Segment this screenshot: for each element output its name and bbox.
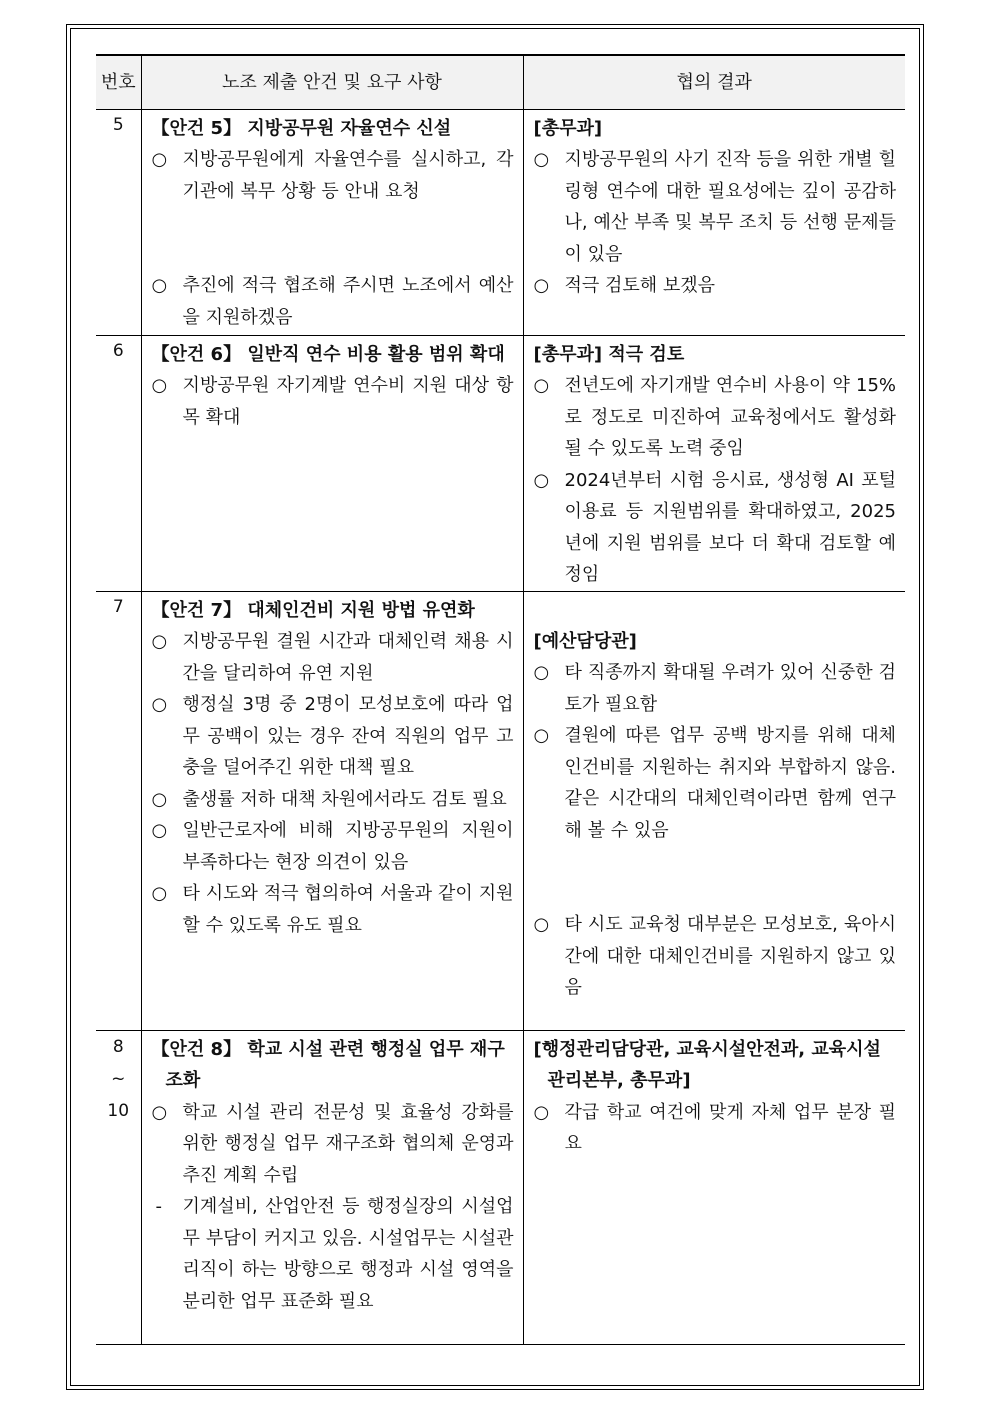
- circle-bullet-icon: ○: [151, 149, 168, 170]
- circle-bullet-icon: ○: [151, 788, 168, 810]
- department-label: [총무과]: [533, 117, 603, 139]
- result-cell: [523, 1030, 905, 1344]
- circle-bullet-icon: ○: [533, 1101, 550, 1123]
- row-number: 6: [96, 335, 141, 591]
- list-item: ○ 각급 학교 여건에 맞게 자체 업무 분장 필요: [534, 1097, 897, 1160]
- list-item: ○ 지방공무원의 사기 진작 등을 위한 개별 힐링형 연수에 대한 필요성에는 깊이 공감하나, 예산 부족 및 복무 조치 등 선행 문제들이 있음: [534, 144, 897, 270]
- list-item: ○ 타 시도 교육청 대부분은 모성보호, 육아시간에 대한 대체인건비를 지원하지 않고 있음: [534, 909, 897, 1004]
- dash-bullet-icon: -: [155, 1196, 162, 1217]
- request-cell: [141, 335, 523, 591]
- circle-bullet-icon: ○: [151, 883, 168, 904]
- department-label: [총무과] 적극 검토: [533, 343, 685, 365]
- list-item: ○ 2024년부터 시험 응시료, 생성형 AI 포털 이용료 등 지원범위를 확대하였고, 2025년에 지원 범위를 보다 더 확대 검토할 예정임: [534, 465, 897, 591]
- result-cell: [523, 109, 905, 335]
- agenda-title: 【안건 8】 학교 시설 관련 행정실 업무 재구조화: [151, 1038, 505, 1091]
- row-number-start: 8: [112, 1036, 124, 1057]
- list-item: ○ 지방공무원에게 자율연수를 실시하고, 각 기관에 복무 상황 등 안내 요청: [152, 144, 514, 207]
- table-row: [96, 109, 905, 335]
- result-cell: [523, 335, 905, 591]
- list-item: ○ 학교 시설 관리 전문성 및 효율성 강화를 위한 행정실 업무 재구조화 협의체 운영과 추진 계획 수립: [152, 1097, 514, 1192]
- circle-bullet-icon: ○: [151, 631, 168, 652]
- circle-bullet-icon: ○: [151, 1101, 168, 1123]
- circle-bullet-icon: ○: [533, 662, 550, 683]
- row-number-range: ~: [111, 1068, 126, 1089]
- row-number: 5: [96, 109, 141, 335]
- row-number: [96, 1030, 141, 1344]
- circle-bullet-icon: ○: [151, 694, 168, 715]
- list-item: ○ 적극 검토해 보겠음: [534, 270, 897, 302]
- list-item: ○ 지방공무원 자기계발 연수비 지원 대상 항목 확대: [152, 370, 514, 433]
- agenda-title: 【안건 7】 대체인건비 지원 방법 유연화: [151, 599, 475, 621]
- list-item: ○ 결원에 따른 업무 공백 방지를 위해 대체 인건비를 지원하는 취지와 부합하지 않음. 같은 시간대의 대체인력이라면 함께 연구해 볼 수 있음: [534, 720, 897, 846]
- list-item: ○ 전년도에 자기개발 연수비 사용이 약 15%로 정도로 미진하여 교육청에서도 활성화될 수 있도록 노력 중임: [534, 370, 897, 465]
- circle-bullet-icon: ○: [533, 725, 550, 746]
- circle-bullet-icon: ○: [151, 375, 168, 396]
- request-cell: [141, 1030, 523, 1344]
- table-row: [96, 591, 905, 1030]
- circle-bullet-icon: ○: [151, 275, 168, 296]
- list-item: ○ 행정실 3명 중 2명이 모성보호에 따라 업무 공백이 있는 경우 잔여 직원의 업무 고충을 덜어주긴 위한 대책 필요: [152, 689, 514, 784]
- agenda-title: 【안건 6】 일반직 연수 비용 활용 범위 확대: [151, 343, 505, 365]
- list-item: ○ 추진에 적극 협조해 주시면 노조에서 예산을 지원하겠음: [152, 270, 514, 333]
- table-header-row: [96, 55, 905, 109]
- agenda-title: 【안건 5】 지방공무원 자율연수 신설: [151, 117, 452, 139]
- circle-bullet-icon: ○: [151, 820, 168, 841]
- list-item: ○ 타 직종까지 확대될 우려가 있어 신중한 검토가 필요함: [534, 657, 897, 720]
- result-cell: [523, 591, 905, 1030]
- table-row: [96, 1030, 905, 1344]
- row-number: 7: [96, 591, 141, 1030]
- circle-bullet-icon: ○: [533, 149, 550, 170]
- circle-bullet-icon: ○: [533, 375, 550, 396]
- circle-bullet-icon: ○: [533, 275, 550, 296]
- list-item: ○ 일반근로자에 비해 지방공무원의 지원이 부족하다는 현장 의견이 있음: [152, 815, 514, 878]
- header-num: 번호: [96, 55, 141, 109]
- list-item: ○ 타 시도와 적극 협의하여 서울과 같이 지원할 수 있도록 유도 필요: [152, 878, 514, 941]
- request-cell: [141, 591, 523, 1030]
- department-label: [행정관리담당관, 교육시설안전과, 교육시설관리본부, 총무과]: [533, 1038, 881, 1091]
- request-cell: [141, 109, 523, 335]
- row-number-end: 10: [107, 1100, 130, 1121]
- list-item: ○ 출생률 저하 대책 차원에서라도 검토 필요: [152, 784, 514, 816]
- list-item: ○ 지방공무원 결원 시간과 대체인력 채용 시간을 달리하여 유연 지원: [152, 626, 514, 689]
- header-result: 협의 결과: [523, 55, 905, 109]
- circle-bullet-icon: ○: [533, 914, 550, 935]
- agenda-table: [96, 54, 905, 1345]
- department-label: [예산담당관]: [533, 630, 637, 652]
- header-request: 노조 제출 안건 및 요구 사항: [141, 55, 523, 109]
- circle-bullet-icon: ○: [533, 469, 550, 491]
- list-subitem: - 기계설비, 산업안전 등 행정실장의 시설업무 부담이 커지고 있음. 시설업무는 시설관리직이 하는 방향으로 행정과 시설 영역을 분리한 업무 표준화 필요: [152, 1191, 514, 1317]
- table-row: [96, 335, 905, 591]
